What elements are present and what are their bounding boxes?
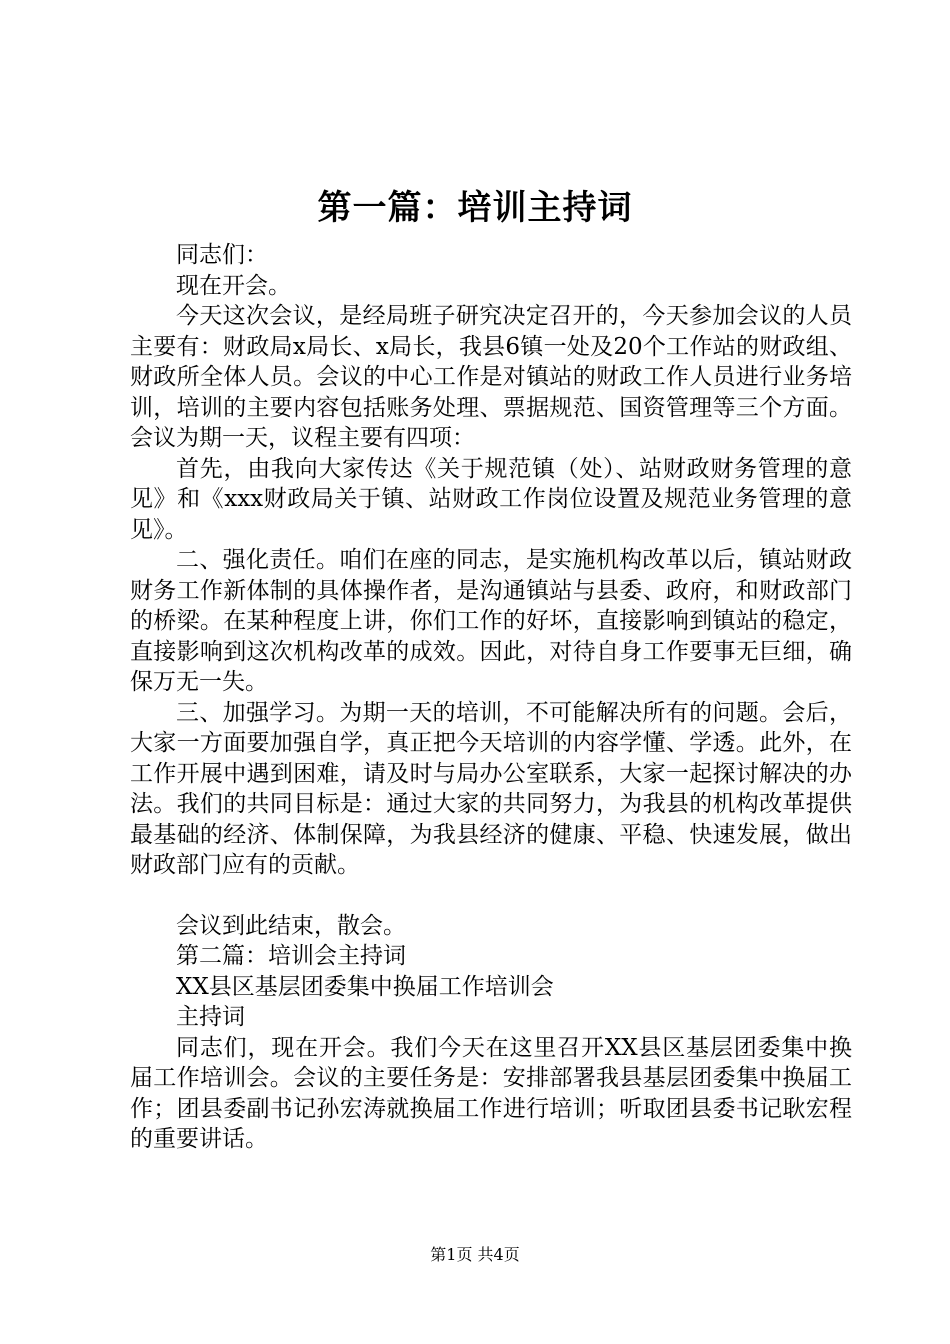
paragraph-gap (130, 881, 852, 911)
section-heading-second: 第二篇：培训会主持词 (176, 943, 406, 969)
paragraph-second-item: 二、强化责任。咱们在座的同志，是实施机构改革以后，镇站财政财务工作新体制的具体操作者，是沟通镇站与县委、政府，和财政部门的桥梁。在某种程度上讲，你们工作的好坏，直接影响到镇站的稳定，直接影响到这次机构改革的成效。因此，对待自身工作要事无巨细，确保万无一失。 (130, 547, 852, 695)
document-title: 第一篇：培训主持词 (317, 188, 633, 228)
paragraph-closing: 会议到此结束，散会。 (176, 912, 406, 939)
subheading-host-speech: 主持词 (176, 1004, 245, 1030)
paragraph-third-item: 三、加强学习。为期一天的培训，不可能解决所有的问题。会后，大家一方面要加强自学，真正把今天培训的内容学懂、学透。此外，在工作开展中遇到困难，请及时与局办公室联系，大家一起探讨解决的办法。我们的共同目标是：通过大家的共同努力，为我县的机构改革提供最基础的经济、体制保障，为我县经济的健康、平稳、快速发展，做出财政部门应有的贡献。 (130, 699, 852, 878)
paragraph-second-opening: 同志们，现在开会。我们今天在这里召开XX县区基层团委集中换届工作培训会。会议的主要任务是：安排部署我县基层团委集中换届工作；团县委副书记孙宏涛就换届工作进行培训；听取团县委书记耿宏程的重要讲话。 (130, 1034, 852, 1152)
meeting-name: XX县区基层团委集中换届工作培训会 (176, 973, 554, 1000)
paragraph-greeting: 同志们： (176, 242, 268, 268)
paragraph-first-item: 首先，由我向大家传达《关于规范镇（处）、站财政财务管理的意见》和《xxx财政局关于镇、站财政工作岗位设置及规范业务管理的意见》。 (130, 455, 852, 543)
document-body (130, 240, 852, 1155)
paragraph-introduction: 今天这次会议，是经局班子研究决定召开的，今天参加会议的人员主要有：财政局x局长、x局长，我县6镇一处及20个工作站的财政组、财政所全体人员。会议的中心工作是对镇站的财政工作人员进行业务培训，培训的主要内容包括账务处理、票据规范、国资管理等三个方面。会议为期一天，议程主要有四项： (130, 303, 852, 451)
paragraph-opening: 现在开会。 (176, 272, 291, 299)
page-number-footer: 第1页 共4页 (430, 1245, 520, 1264)
